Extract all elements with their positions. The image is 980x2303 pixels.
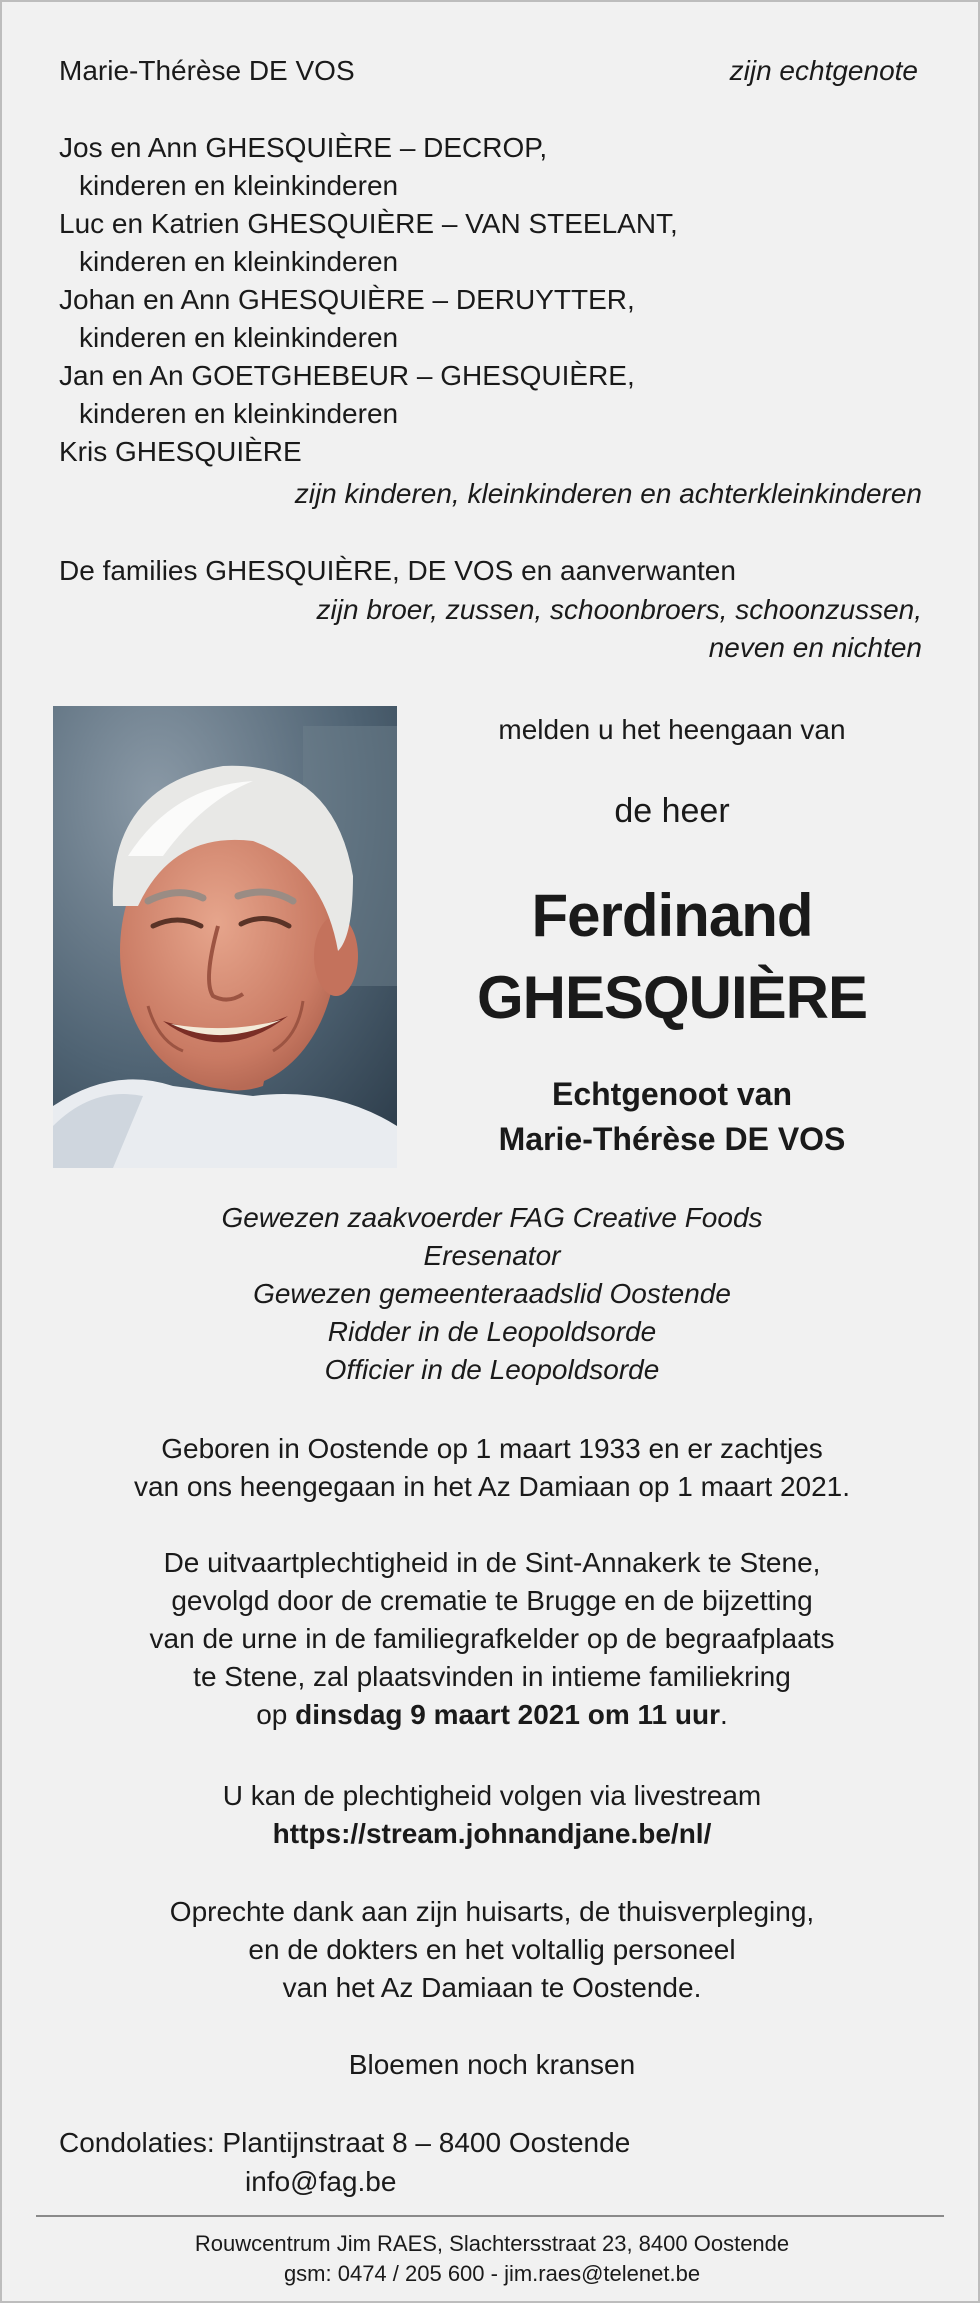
thanks-block [2,1893,980,2007]
ceremony-text [2,1544,980,1734]
title-item: Officier in de Leopoldsorde [324,1354,660,1385]
child-sub: kinderen en kleinkinderen [79,170,399,201]
livestream-text: U kan de plechtigheid volgen via livestream [222,1780,762,1811]
ceremony-line: gevolgd door de crematie te Brugge en de bijzetting [171,1585,813,1616]
announce-text: melden u het heengaan van [498,714,846,745]
thanks-line: van het Az Damiaan te Oostende. [282,1972,702,2003]
ceremony-line: van de urne in de familiegrafkelder op de begraafplaats [149,1623,835,1654]
thanks-line: en de dokters en het voltallig personeel [248,1934,736,1965]
children-role: zijn kinderen, kleinkinderen en achterkleinkinderen [294,478,922,509]
birth-death-text [2,1430,980,1506]
footer-divider [36,2215,944,2217]
ceremony-date-suffix: . [720,1699,728,1730]
ceremony-line: De uitvaartplechtigheid in de Sint-Annakerk te Stene, [163,1547,821,1578]
portrait-photo [53,706,397,1168]
condolences-email[interactable]: info@fag.be [245,2166,397,2197]
child-sub: kinderen en kleinkinderen [79,246,399,277]
footer [2,2229,980,2289]
condolences-address: Condolaties: Plantijnstraat 8 – 8400 Oostende [59,2127,631,2158]
footer-funeral-home: Rouwcentrum Jim RAES, Slachtersstraat 23, 8400 Oostende [194,2231,790,2256]
livestream-link[interactable]: https://stream.johnandjane.be/nl/ [272,1818,712,1849]
spouse-role: zijn echtgenote [729,55,918,86]
birth-line: Geboren in Oostende op 1 maart 1933 en er zachtjes [161,1433,823,1464]
deceased-last-name: GHESQUIÈRE [476,964,868,1031]
families-role-1: zijn broer, zussen, schoonbroers, schoonzussen, [316,594,922,625]
ceremony-date-line [2,1696,980,1734]
child-line: Kris GHESQUIÈRE [59,436,302,467]
child-line: Johan en Ann GHESQUIÈRE – DERUYTTER, [59,284,635,315]
title-item: Gewezen zaakvoerder FAG Creative Foods [221,1202,763,1233]
death-line: van ons heengegaan in het Az Damiaan op 1 maart 2021. [133,1471,851,1502]
ceremony-date: dinsdag 9 maart 2021 om 11 uur [295,1699,720,1730]
livestream-block [2,1777,980,1853]
title-item: Ridder in de Leopoldsorde [327,1316,657,1347]
flowers-note: Bloemen noch kransen [348,2049,636,2080]
title-item: Eresenator [423,1240,561,1271]
child-sub: kinderen en kleinkinderen [79,322,399,353]
child-line: Luc en Katrien GHESQUIÈRE – VAN STEELANT, [59,208,678,239]
families-role-2: neven en nichten [708,632,922,663]
families-line: De families GHESQUIÈRE, DE VOS en aanverwanten [59,555,736,586]
child-sub: kinderen en kleinkinderen [79,398,399,429]
title-item: Gewezen gemeenteraadslid Oostende [253,1278,731,1309]
portrait-illustration [53,706,397,1168]
child-line: Jan en An GOETGHEBEUR – GHESQUIÈRE, [59,360,635,391]
spouse-of-name: Marie-Thérèse DE VOS [498,1121,846,1157]
deceased-first-name: Ferdinand [531,882,813,949]
footer-contact: gsm: 0474 / 205 600 - jim.raes@telenet.be [283,2261,701,2286]
children-list [59,129,678,471]
child-line: Jos en Ann GHESQUIÈRE – DECROP, [59,132,548,163]
thanks-line: Oprechte dank aan zijn huisarts, de thuisverpleging, [169,1896,815,1927]
titles-list [2,1199,980,1389]
spouse-name: Marie-Thérèse DE VOS [59,55,355,86]
honorific: de heer [614,792,730,830]
ceremony-date-prefix: op [256,1699,296,1730]
ceremony-line: te Stene, zal plaatsvinden in intieme familiekring [193,1661,791,1692]
spouse-of-label: Echtgenoot van [551,1076,792,1112]
